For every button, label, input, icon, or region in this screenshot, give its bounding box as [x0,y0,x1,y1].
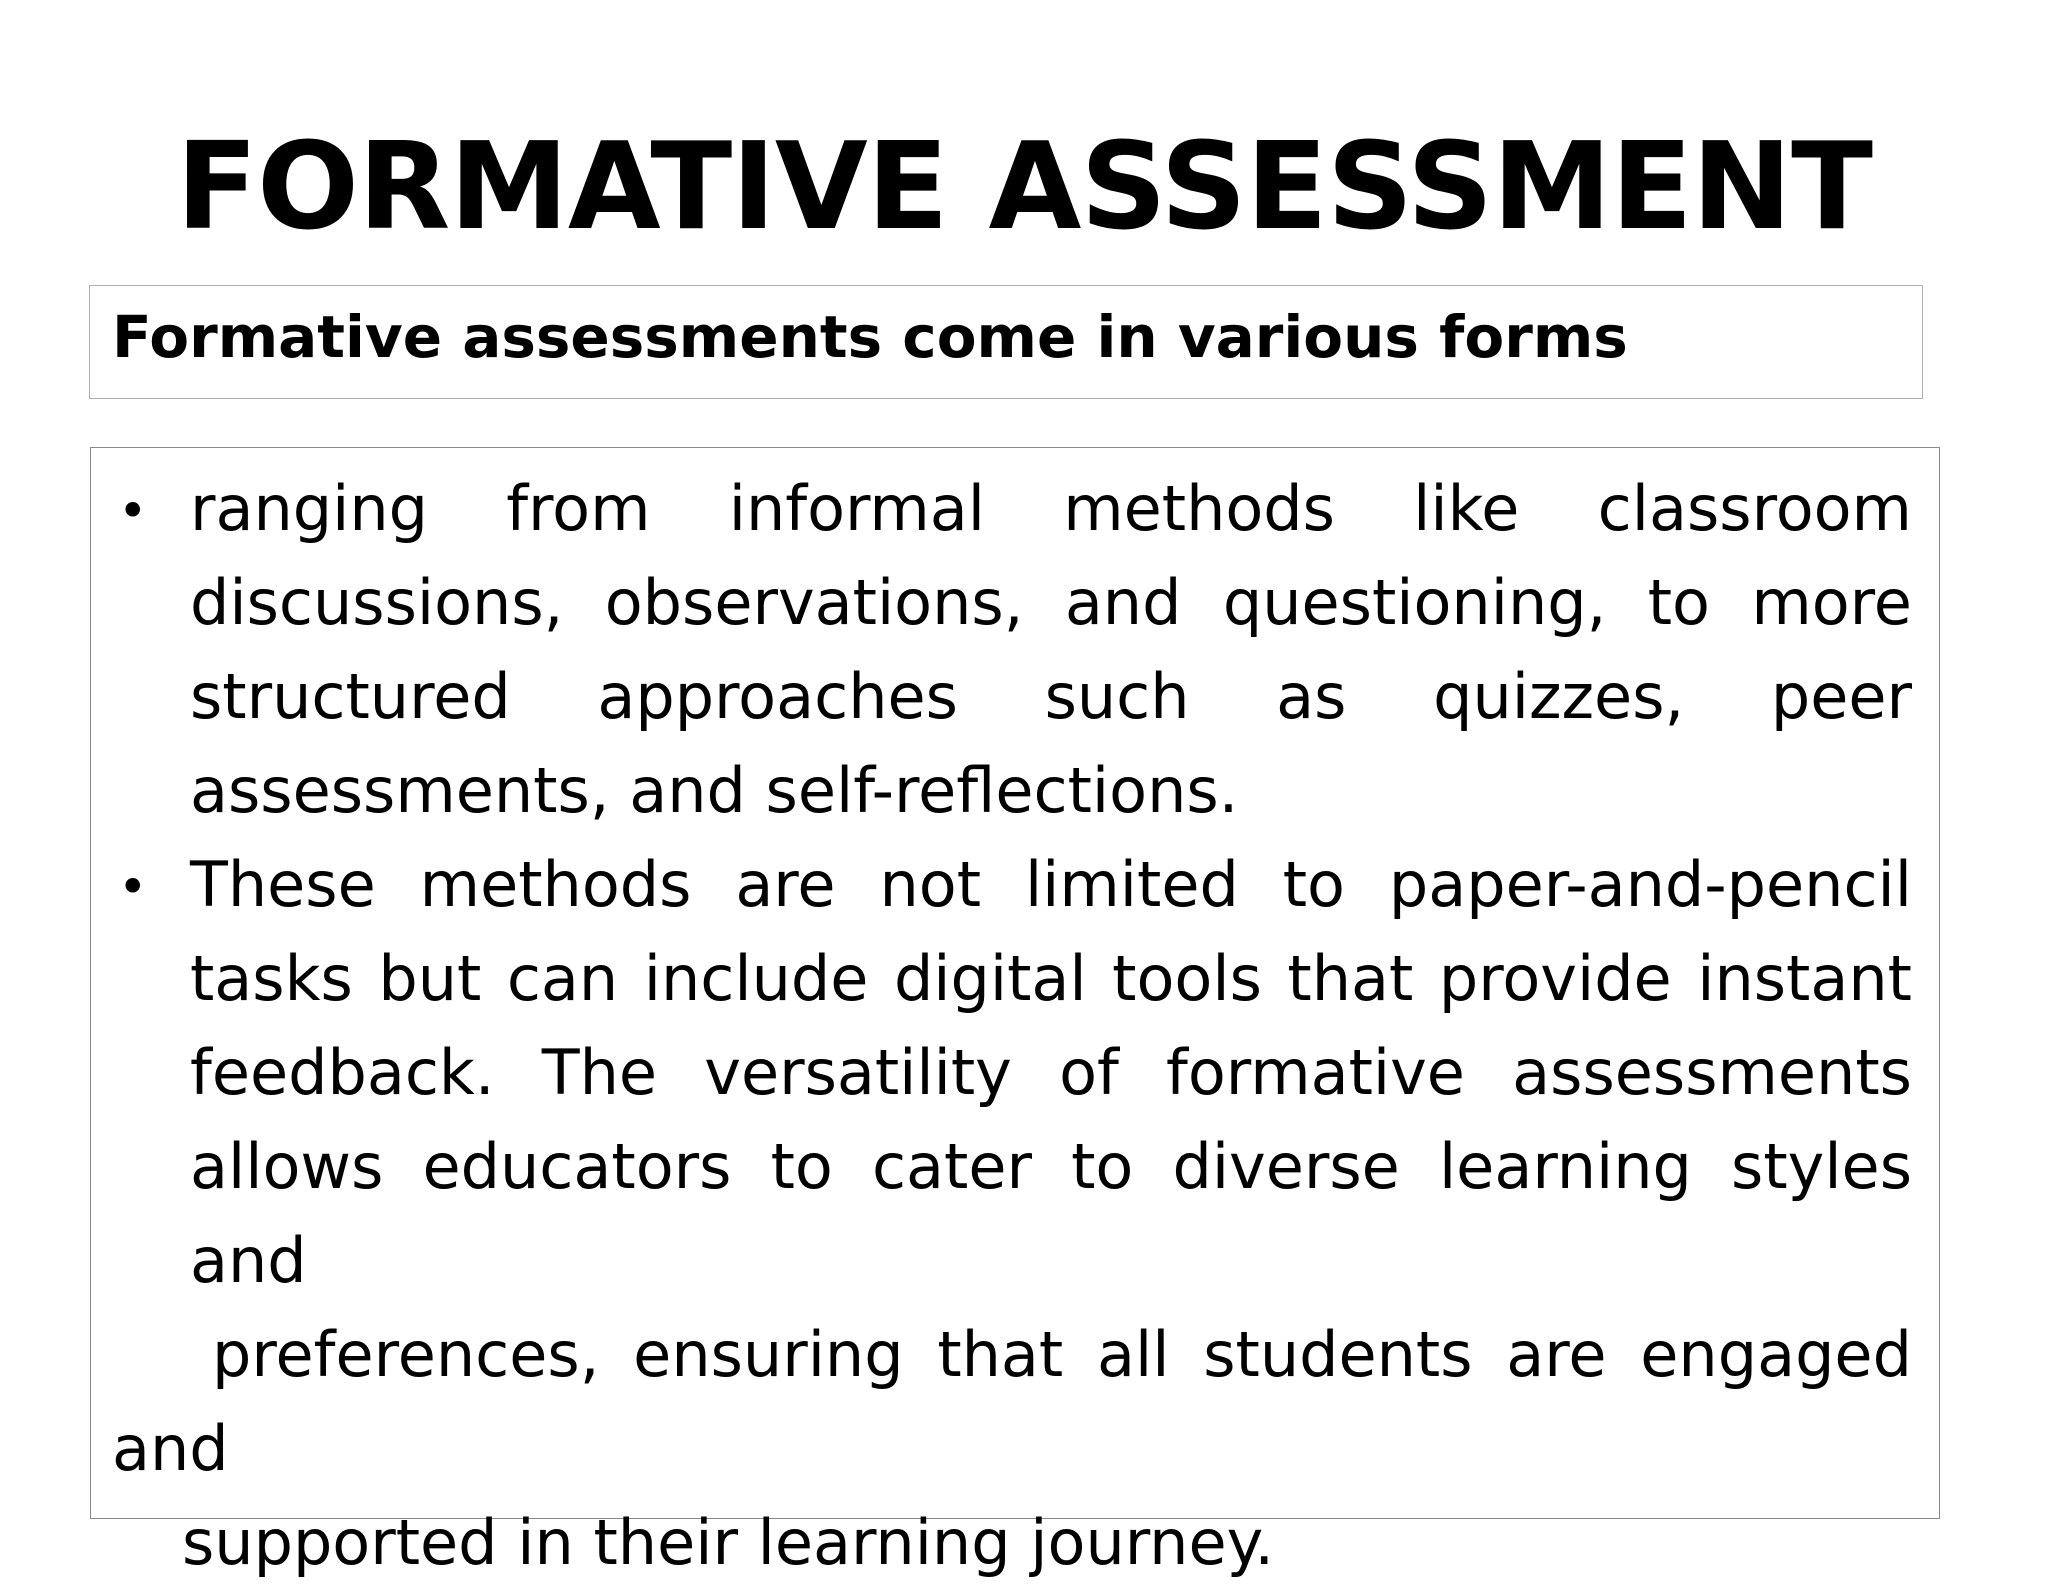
word: are [735,848,836,921]
word: tasks [190,942,353,1015]
word: can [506,942,619,1015]
bullet-2-line-2 [190,932,1912,1026]
bullet-2-line-8: supported in their learning journey. [182,1506,1275,1579]
word: to [1282,848,1345,921]
word: such [1044,660,1190,733]
bullet-marker-2: • [118,858,148,916]
word: tools [1112,942,1262,1015]
word: learning [1438,1130,1692,1203]
word: from [506,472,651,545]
word: observations, [604,566,1024,639]
word: that [937,1318,1064,1391]
word: but [378,942,482,1015]
word: methods [1063,472,1335,545]
word: structured [190,660,511,733]
word: of [1059,1036,1119,1109]
subtitle-text: Formative assessments come in various forms [112,303,1628,371]
word: ranging [190,472,429,545]
word: like [1413,472,1520,545]
word: include [643,942,869,1015]
word: digital [893,942,1087,1015]
word: preferences, [212,1318,600,1391]
bullet-2-line-3 [190,1026,1912,1120]
word: students [1203,1318,1473,1391]
word: ensuring [633,1318,904,1391]
word: instant [1697,942,1912,1015]
word: to [1071,1130,1134,1203]
word: peer [1770,660,1912,733]
bullet-1-line-3 [190,650,1912,744]
subtitle-box [89,285,1923,399]
bullet-2-line-4 [190,1120,1912,1214]
word: limited [1024,848,1239,921]
bullet-marker-1: • [118,482,148,540]
bullet-1-line-2 [190,556,1912,650]
word: classroom [1597,472,1912,545]
word: cater [871,1130,1032,1203]
word: methods [419,848,692,921]
word: quizzes, [1433,660,1685,733]
word: feedback. [190,1036,495,1109]
word: as [1276,660,1347,733]
word: styles [1731,1130,1912,1203]
word: to [770,1130,833,1203]
word: assessments [1512,1036,1912,1109]
word: paper-and-pencil [1388,848,1912,921]
word: not [879,848,982,921]
word: all [1097,1318,1170,1391]
slide-title: FORMATIVE ASSESSMENT [176,118,1872,257]
word: discussions, [190,566,564,639]
word: engaged [1640,1318,1912,1391]
word: allows [190,1130,384,1203]
word: The [541,1036,658,1109]
word: questioning, [1222,566,1607,639]
bullet-2-line-5: and [190,1224,307,1297]
bullet-2-line-7: and [112,1412,229,1485]
word: and [1064,566,1182,639]
word: informal [728,472,986,545]
bullet-2-line-1 [190,838,1912,932]
word: diverse [1172,1130,1400,1203]
word: versatility [704,1036,1012,1109]
bullet-1-line-4: assessments, and self-reflections. [190,754,1239,827]
word: formative [1166,1036,1465,1109]
bullet-2-line-6 [212,1308,1912,1402]
word: that [1287,942,1414,1015]
word: to [1647,566,1710,639]
word: These [190,848,376,921]
bullet-1-line-1 [190,462,1912,556]
word: provide [1438,942,1672,1015]
word: more [1751,566,1912,639]
word: educators [422,1130,732,1203]
word: approaches [597,660,958,733]
word: are [1506,1318,1607,1391]
